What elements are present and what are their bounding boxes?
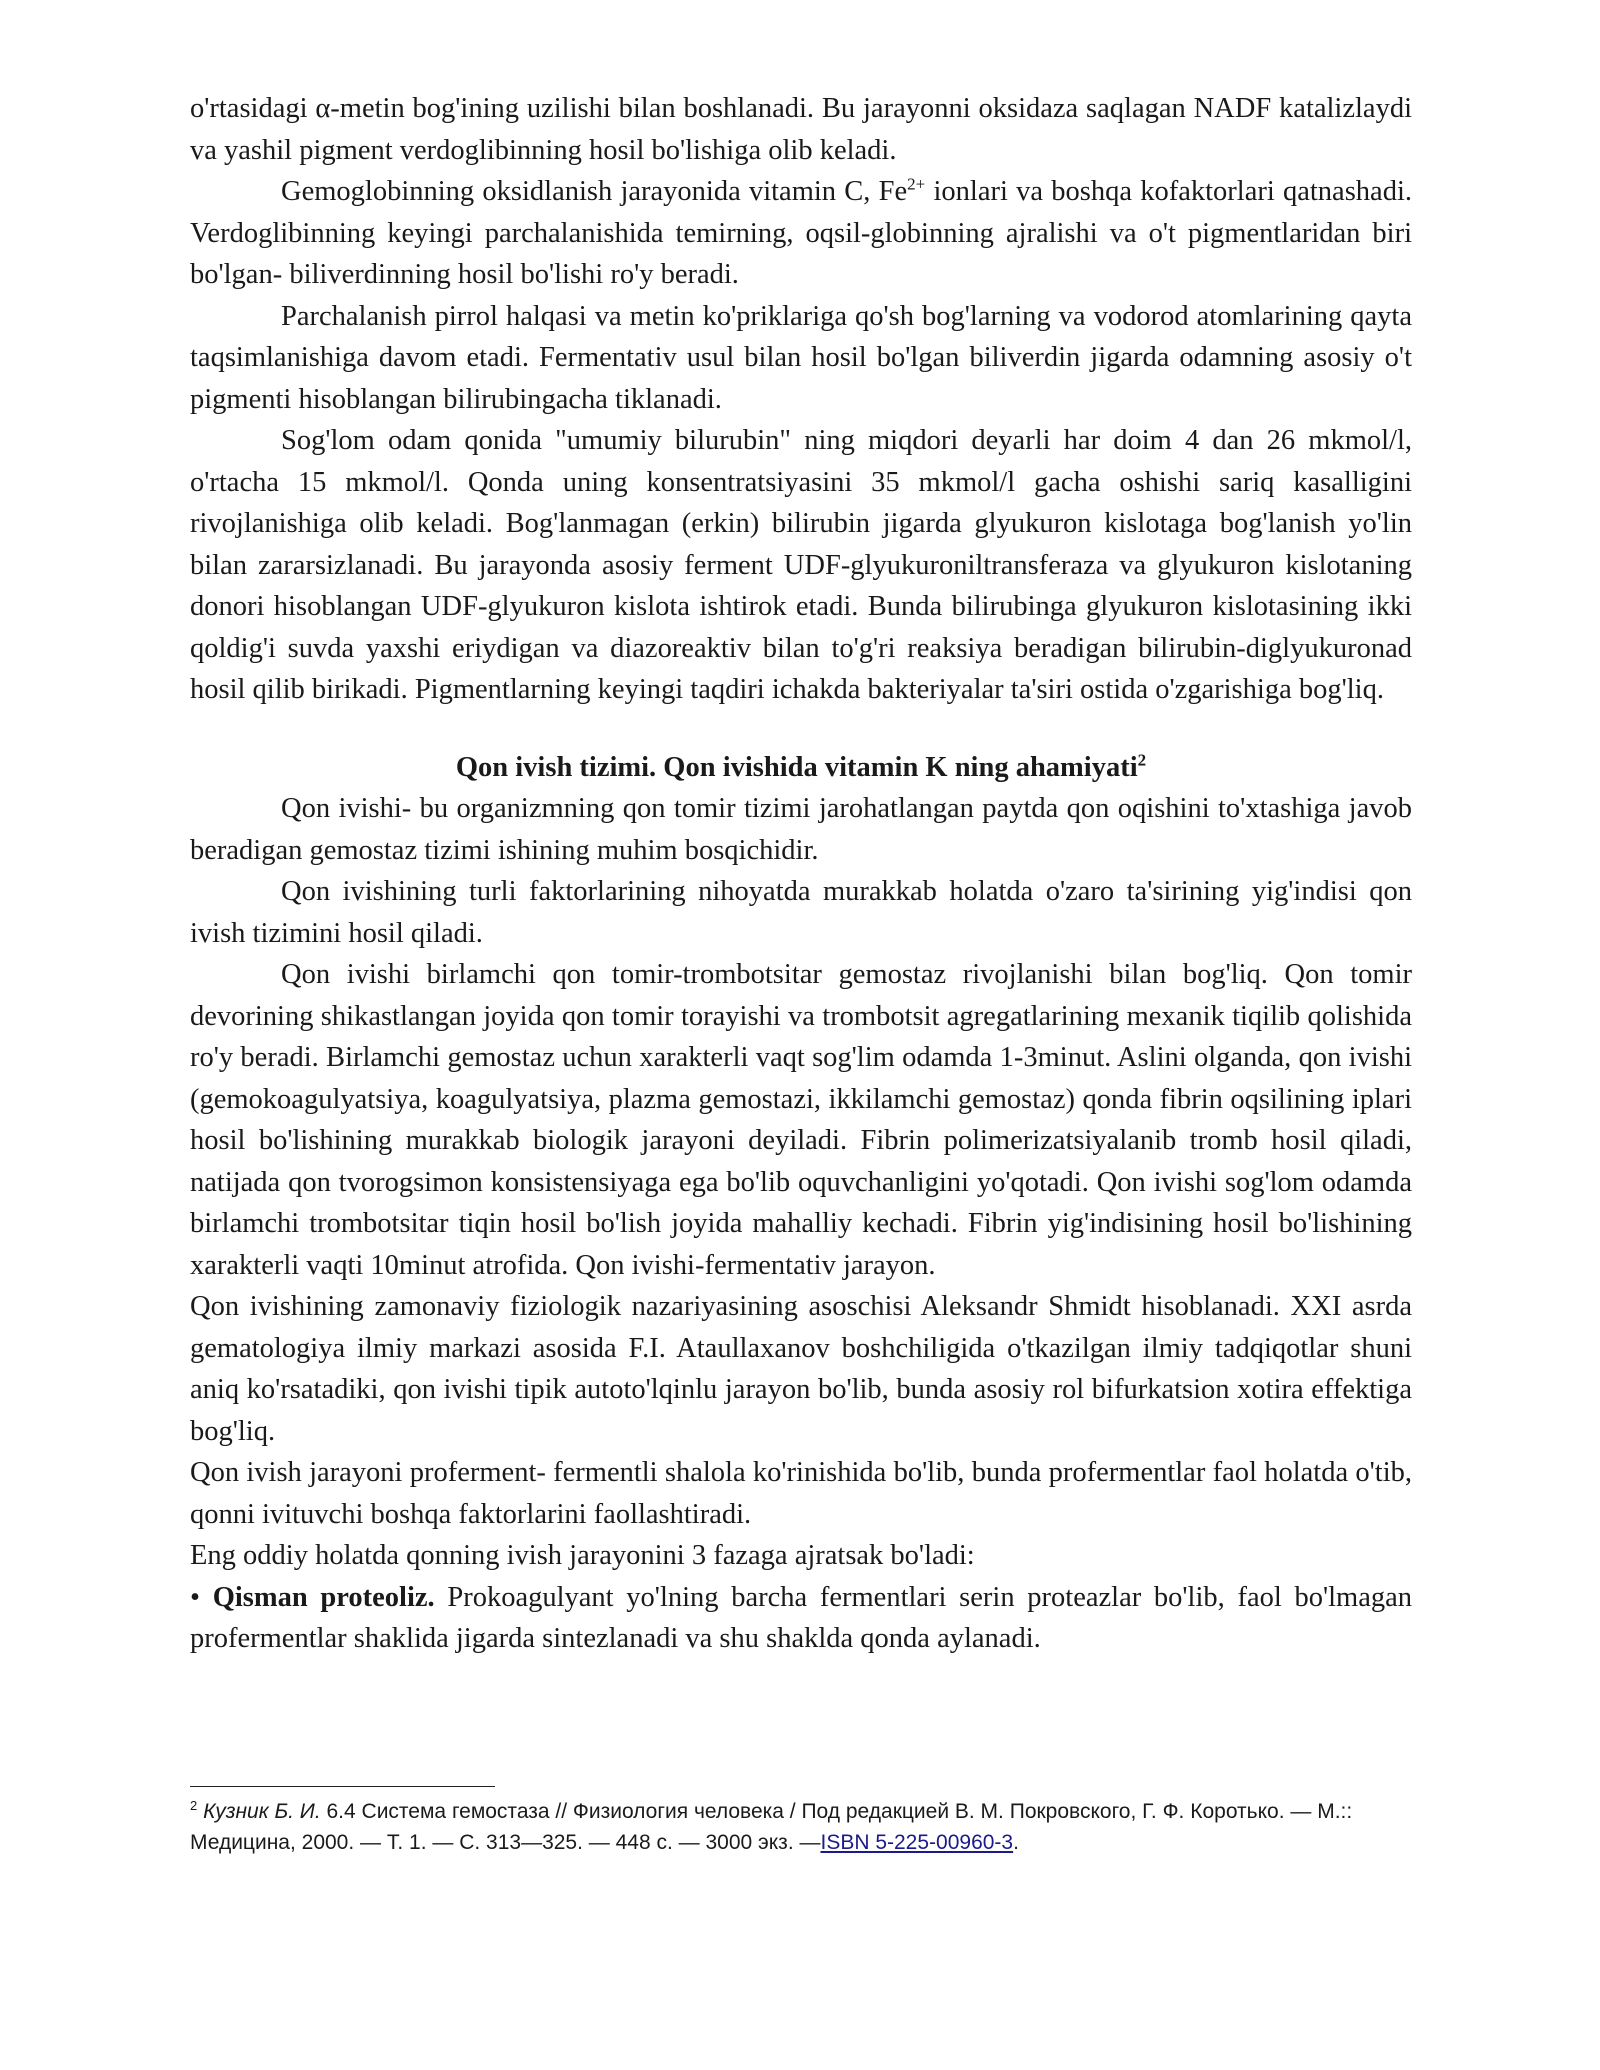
bullet-marker: • [190,1581,200,1613]
paragraph-text: ionlari va boshqa kofaktorlari qatnashadi. Verdoglibinning keyingi parchalanishida temirning, oqsil-globinning ajralishi va o't pigmentlaridan biri bo'lgan- biliverdinning hosil bo'lishi ro'y beradi. [190,176,1412,290]
paragraph-continuation: o'rtasidagi α-metin bog'ining uzilishi bilan boshlanadi. Bu jarayonni oksidaza saqlagan NADF katalizlaydi va yashil pigment verdoglibinning hosil bo'lishiga olib keladi. [190,93,1412,166]
isbn-link[interactable]: ISBN 5-225-00960-3 [820,1831,1014,1854]
footnote-text: 6.4 Система гемостаза // Физиология человека / Под редакцией В. М. Покровского, Г. Ф. Коротько. — М.:: Медицина, 2000. — Т. 1. — С. 313—325. — 448 с. — 3000 экз. — [190,1800,1353,1854]
footnote-end: . [1013,1831,1019,1854]
bullet-text: Prokoagulyant yo'lning barcha fermentlari serin proteazlar bo'lib, faol bo'lmagan profermentlar shaklida jigarda sintezlanadi va shu shaklda qonda aylanadi. [190,1581,1412,1654]
paragraph-coagulation-def: Qon ivishi- bu organizmning qon tomir tizimi jarohatlangan paytda qon oqishini to'xtashiga javob beradigan gemostaz tizimi ishining muhim bosqichidir. [190,793,1412,866]
footnote [190,1796,1412,1858]
paragraph-text: Gemoglobinning oksidlanish jarayonida vitamin C, Fe [281,176,908,207]
paragraph-bilirubin: Sog'lom odam qonida "umumiy bilurubin" ning miqdori deyarli har doim 4 dan 26 mkmol/l, o'rtacha 15 mkmol/l. Qonda uning konsentratsiyasini 35 mkmol/l gacha oshishi sariq kasalligini rivojlanishiga olib keladi. Bog'lanmagan (erkin) bilirubin jigarda glyukuron kislotaga bog'lanish yo'lin bilan zararsizlanadi. Bu jarayonda asosiy ferment UDF-glyukuroniltransferaza va glyukuron kislotaning donori hisoblangan UDF-glyukuron kislota ishtirok etadi. Bunda bilirubinga glyukuron kislotasining ikki qoldig'i suvda yaxshi eriydigan va diazoreaktiv bilan to'g'ri reaksiya beradigan bilirubin-diglyukuronad hosil qilib birikadi. Pigmentlarning keyingi taqdiri ichakda bakteriyalar ta'siri ostida o'zgarishiga bog'liq. [190,425,1412,705]
bullet-item [190,1577,1412,1660]
footnote-separator [190,1786,495,1787]
heading-text: Qon ivish tizimi. Qon ivishida vitamin K ning ahamiyati [455,751,1138,783]
bullet-term: Qisman proteoliz. [212,1581,435,1613]
paragraph-phases: Eng oddiy holatda qonning ivish jarayonini 3 fazaga ajratsak bo'ladi: [190,1540,975,1571]
section-heading [190,747,1412,789]
footnote-number: 2 [190,1798,198,1813]
paragraph-breakdown: Parchalanish pirrol halqasi va metin ko'priklariga qo'sh bog'larning va vodorod atomlarining qayta taqsimlanishiga davom etadi. Fermentativ usul bilan hosil bo'lgan biliverdin jigarda odamning asosiy o't pigmenti hisoblangan bilirubingacha tiklanadi. [190,300,1412,415]
document-body [190,88,1412,1660]
superscript: 2+ [907,174,926,194]
paragraph-coagulation-factors: Qon ivishining turli faktorlarining nihoyatda murakkab holatda o'zaro ta'sirining yig'indisi qon ivish tizimini hosil qiladi. [190,876,1412,949]
footnote-author: Кузник Б. И. [203,1800,321,1823]
paragraph-primary-hemostasis: Qon ivishi birlamchi qon tomir-trombotsitar gemostaz rivojlanishi bilan bog'liq. Qon tomir devorining shikastlangan joyida qon tomir torayishi va trombotsit agregatlarining mexanik tiqilib qolishida ro'y beradi. Birlamchi gemostaz uchun xarakterli vaqt sog'lim odamda 1-3minut. Aslini olganda, qon ivishi (gemokoagulyatsiya, koagulyatsiya, plazma gemostazi, ikkilamchi gemostaz) qonda fibrin oqsilining iplari hosil bo'lishining murakkab biologik jarayoni deyiladi. Fibrin polimerizatsiyalanib tromb hosil qiladi, natijada qon tvorogsimon konsistensiyaga ega bo'lib oquvchanligini yo'qotadi. Qon ivishi sog'lom odamda birlamchi trombotsitar tiqin hosil bo'lish joyida mahalliy kechadi. Fibrin yig'indisining hosil bo'lishining xarakterli vaqti 10minut atrofida. Qon ivishi-fermentativ jarayon. [190,959,1412,1281]
paragraph-hemoglobin-oxidation [190,171,1412,296]
paragraph-cascade: Qon ivish jarayoni proferment- fermentli shalola ko'rinishida bo'lib, bunda profermentlar faol holatda o'tib, qonni ivituvchi boshqa faktorlarini faollashtiradi. [190,1457,1412,1530]
footnote-ref[interactable]: 2 [1137,750,1147,769]
paragraph-theory: Qon ivishining zamonaviy fiziologik nazariyasining asoschisi Aleksandr Shmidt hisoblanadi. XXI asrda gematologiya ilmiy markazi asosida F.I. Ataullaxanov boshchiligida o'tkazilgan ilmiy tadqiqotlar shuni aniq ko'rsatadiki, qon ivishi tipik autoto'lqinlu jarayon bo'lib, bunda asosiy rol bifurkatsion xotira effektiga bog'liq. [190,1291,1412,1447]
